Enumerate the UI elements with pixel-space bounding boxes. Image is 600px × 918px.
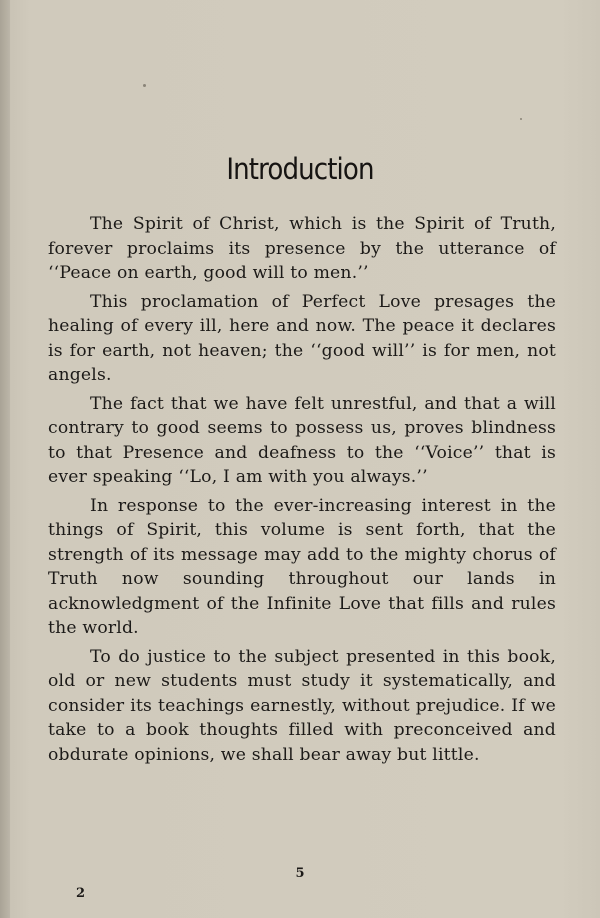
paragraph: To do justice to the subject presented in this book, old or new students must study it systematically, and consider its teachings earnestly, without prejudice. If we take to a book thoughts filled with preconceived and obdurate opinions, we shall bear away but little.	[48, 646, 556, 765]
signature-mark: 2	[76, 886, 86, 901]
paragraph: The Spirit of Christ, which is the Spirit of Truth, forever proclaims its presence by the utterance of ‘‘Peace on earth, good will to men.’’	[48, 214, 556, 283]
page-number: 5	[295, 866, 305, 881]
page-binding-edge	[0, 0, 10, 918]
paper-speck	[143, 84, 146, 87]
paragraph: The fact that we have felt unrestful, and that a will contrary to good seems to possess us, proves blindness to that Presence and deafness to the ‘‘Voice’’ that is ever speaking ‘‘Lo, I am with you always.’’	[48, 393, 556, 487]
paragraph: In response to the ever-increasing interest in the things of Spirit, this volume is sent forth, that the strength of its message may add to the mighty chorus of Truth now sounding throughout our lands in acknowledgment of the Infinite Love that fills and rules the world.	[48, 495, 556, 638]
body-text	[48, 212, 556, 771]
paragraph: This proclamation of Perfect Love presages the healing of every ill, here and now. The peace it declares is for earth, not heaven; the ‘‘good will’’ is for men, not angels.	[48, 291, 556, 385]
paper-speck	[520, 118, 522, 120]
chapter-title: Introduction	[226, 152, 374, 186]
